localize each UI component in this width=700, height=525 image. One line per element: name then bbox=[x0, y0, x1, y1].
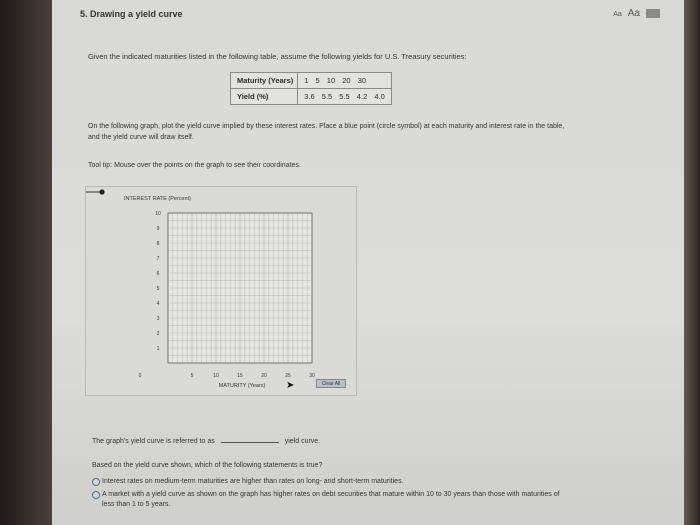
radio-button[interactable] bbox=[92, 478, 100, 486]
fill-question-prefix: The graph's yield curve is referred to as bbox=[92, 438, 215, 445]
y-tick-label: 1 bbox=[156, 346, 160, 352]
x-tick-label: 5 bbox=[190, 373, 194, 379]
point-tool-icon[interactable] bbox=[86, 187, 108, 197]
maturity-values: 1 5 10 20 30 bbox=[298, 73, 391, 89]
graph-panel bbox=[85, 186, 357, 396]
yield-values: 3.6 5.5 5.5 4.2 4.0 bbox=[298, 89, 391, 105]
option-1-text: Interest rates on medium-term maturities are higher than rates on long- and short-term maturities. bbox=[102, 478, 404, 485]
x-tick-label: 10 bbox=[213, 373, 219, 379]
font-increase-button[interactable]: Aa bbox=[627, 8, 640, 19]
multiple-choice-question: Based on the yield curve shown, which of the following statements is true? bbox=[92, 462, 323, 469]
answer-blank-input[interactable] bbox=[221, 436, 279, 443]
option-1[interactable] bbox=[102, 477, 562, 487]
y-tick-label: 7 bbox=[156, 256, 160, 262]
x-tick-label: 20 bbox=[261, 373, 267, 379]
mouse-cursor-icon: ➤ bbox=[286, 380, 295, 391]
right-bezel bbox=[682, 0, 700, 525]
radio-button[interactable] bbox=[92, 491, 100, 499]
intro-text: Given the indicated maturities listed in the following table, assume the following yields for U.S. Treasury securities: bbox=[88, 52, 467, 61]
x-axis-label: MATURITY (Years) bbox=[218, 383, 266, 389]
table-row bbox=[231, 73, 392, 89]
left-bezel bbox=[0, 0, 52, 525]
y-tick-label: 4 bbox=[156, 301, 160, 307]
font-size-tools bbox=[613, 8, 660, 19]
yield-table bbox=[230, 72, 392, 105]
yield-curve-chart[interactable] bbox=[86, 187, 356, 395]
question-page bbox=[52, 0, 684, 525]
y-tick-label: 10 bbox=[155, 211, 161, 217]
y-tick-label: 6 bbox=[156, 271, 160, 277]
x-tick-label: 0 bbox=[138, 373, 142, 379]
graph-instructions: On the following graph, plot the yield curve implied by these interest rates. Place a blue point (circle symbol) at each maturity and interest rate in the table, and the yield curve will draw itself. bbox=[88, 123, 565, 141]
y-tick-label: 5 bbox=[156, 286, 160, 292]
maturity-header: Maturity (Years) bbox=[231, 73, 298, 89]
fill-in-question bbox=[92, 436, 320, 445]
table-row bbox=[231, 89, 392, 105]
option-2[interactable] bbox=[102, 490, 562, 510]
y-tick-label: 8 bbox=[156, 241, 160, 247]
menu-icon[interactable] bbox=[646, 9, 660, 18]
y-tick-label: 3 bbox=[156, 316, 160, 322]
x-tick-label: 30 bbox=[309, 373, 315, 379]
clear-all-button[interactable]: Clear All bbox=[316, 379, 346, 388]
font-decrease-button[interactable]: Aa bbox=[613, 11, 622, 18]
x-tick-label: 15 bbox=[237, 373, 243, 379]
y-tick-label: 2 bbox=[156, 331, 160, 337]
page-title: 5. Drawing a yield curve bbox=[80, 9, 183, 19]
yield-header: Yield (%) bbox=[231, 89, 298, 105]
y-axis-label: INTEREST RATE (Percent) bbox=[124, 196, 192, 202]
option-2-text: A market with a yield curve as shown on the graph has higher rates on debt securities that mature within 10 to 30 years than those with maturities of less than 1 to 5 years. bbox=[102, 491, 560, 508]
fill-question-suffix: yield curve. bbox=[284, 438, 321, 445]
x-tick-label: 25 bbox=[285, 373, 291, 379]
tooltip-text: Tool tip: Mouse over the points on the graph to see their coordinates. bbox=[88, 162, 301, 169]
y-tick-label: 9 bbox=[156, 226, 160, 232]
